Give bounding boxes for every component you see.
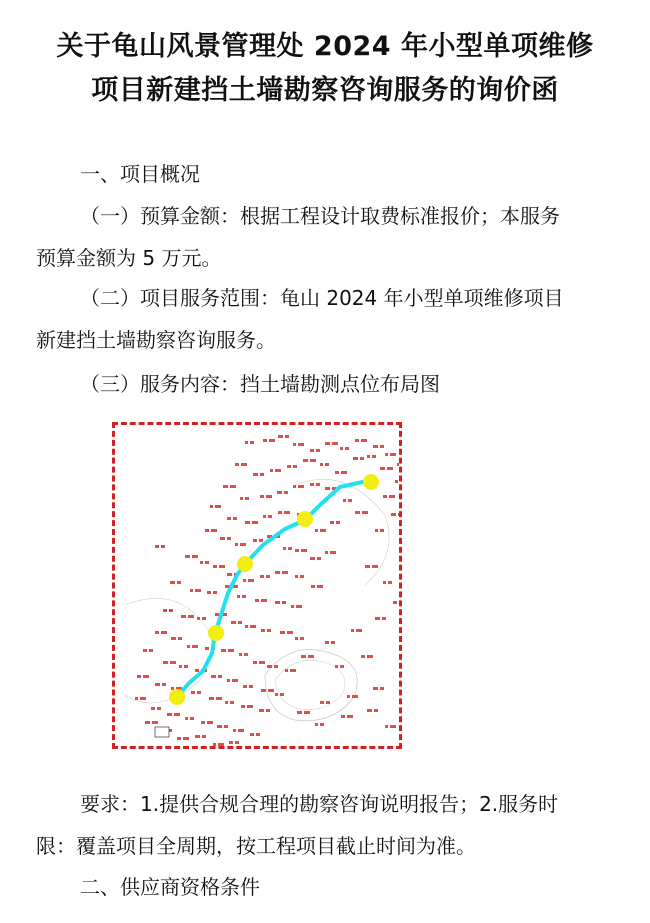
map-label-mark bbox=[391, 513, 399, 516]
map-label-mark bbox=[367, 709, 378, 712]
map-label-mark bbox=[239, 653, 248, 656]
survey-point bbox=[208, 625, 224, 641]
map-label-mark bbox=[275, 571, 288, 574]
map-label-mark bbox=[353, 457, 364, 460]
map-label-mark bbox=[201, 721, 213, 724]
map-label-mark bbox=[315, 529, 326, 532]
map-label-mark bbox=[351, 629, 362, 632]
map-label-mark bbox=[217, 725, 228, 728]
requirement-line-1: 要求：1.提供合规合理的勘察咨询说明报告；2.服务时 bbox=[80, 792, 559, 816]
map-label-mark bbox=[191, 691, 201, 694]
map-label-mark bbox=[241, 705, 253, 708]
survey-point bbox=[363, 474, 379, 490]
map-label-mark bbox=[205, 529, 217, 532]
map-label-mark bbox=[253, 661, 265, 664]
map-label-mark bbox=[320, 701, 330, 704]
map-label-mark bbox=[287, 465, 297, 468]
map-label-mark bbox=[383, 495, 395, 498]
map-label-mark bbox=[297, 711, 310, 714]
contour-line bbox=[125, 598, 213, 703]
map-label-mark bbox=[335, 471, 347, 474]
map-label-mark bbox=[261, 689, 274, 692]
map-label-mark bbox=[263, 439, 275, 442]
map-label-mark bbox=[261, 629, 271, 632]
map-label-mark bbox=[170, 581, 181, 584]
map-label-mark bbox=[310, 557, 321, 560]
map-label-mark bbox=[235, 543, 246, 546]
map-label-mark bbox=[145, 721, 158, 724]
map-label-mark bbox=[155, 631, 167, 634]
map-label-mark bbox=[295, 549, 307, 552]
survey-point bbox=[237, 556, 253, 572]
map-label-mark bbox=[263, 515, 272, 518]
map-label-mark bbox=[347, 695, 358, 698]
map-label-mark bbox=[155, 545, 165, 548]
map-label-mark bbox=[303, 459, 316, 462]
map-label-mark bbox=[343, 499, 352, 502]
map-label-mark bbox=[278, 511, 290, 514]
marker-box bbox=[155, 727, 169, 737]
survey-point bbox=[297, 511, 313, 527]
map-label-mark bbox=[163, 609, 173, 612]
map-label-mark bbox=[295, 575, 304, 578]
map-label-mark bbox=[227, 517, 237, 520]
map-label-mark bbox=[395, 480, 399, 483]
map-label-mark bbox=[385, 453, 396, 456]
map-label-mark bbox=[310, 483, 320, 486]
item-2-line-1: （二）项目服务范围：龟山 2024 年小型单项维修项目 bbox=[80, 286, 564, 310]
map-label-mark bbox=[237, 595, 246, 598]
map-label-mark bbox=[213, 565, 225, 568]
map-label-mark bbox=[373, 687, 384, 690]
map-label-mark bbox=[293, 485, 304, 488]
map-label-mark bbox=[151, 707, 161, 710]
map-label-mark bbox=[185, 717, 194, 720]
contour-line bbox=[275, 660, 345, 709]
map-label-mark bbox=[365, 565, 378, 568]
map-label-mark bbox=[227, 679, 238, 682]
map-label-mark bbox=[310, 449, 320, 452]
map-label-mark bbox=[270, 469, 281, 472]
map-label-mark bbox=[240, 497, 249, 500]
map-label-mark bbox=[233, 729, 244, 732]
map-label-mark bbox=[195, 735, 206, 738]
map-label-mark bbox=[325, 551, 336, 554]
map-label-mark bbox=[177, 737, 189, 740]
map-label-mark bbox=[278, 435, 289, 438]
map-label-mark bbox=[185, 555, 198, 558]
map-label-mark bbox=[341, 715, 353, 718]
document-title-line-1: 关于龟山风景管理处 2024 年小型单项维修 bbox=[56, 31, 594, 62]
map-label-mark bbox=[259, 709, 270, 712]
map-label-mark bbox=[167, 713, 180, 716]
map-label-mark bbox=[385, 725, 396, 728]
map-label-mark bbox=[355, 511, 368, 514]
map-label-mark bbox=[135, 697, 146, 700]
map-label-mark bbox=[295, 637, 304, 640]
map-label-mark bbox=[293, 443, 304, 446]
map-label-mark bbox=[211, 675, 222, 678]
map-label-mark bbox=[207, 591, 217, 594]
map-label-mark bbox=[187, 645, 198, 648]
section-1-heading: 一、项目概况 bbox=[80, 162, 200, 186]
map-label-mark bbox=[225, 701, 234, 704]
map-label-mark bbox=[229, 741, 239, 744]
map-label-mark bbox=[220, 537, 231, 540]
map-label-mark bbox=[243, 685, 253, 688]
map-label-mark bbox=[383, 581, 392, 584]
map-label-mark bbox=[361, 655, 373, 658]
map-label-mark bbox=[197, 617, 206, 620]
map-label-mark bbox=[340, 447, 349, 450]
map-marker-box bbox=[155, 727, 169, 737]
map-label-mark bbox=[283, 547, 292, 550]
map-label-mark bbox=[181, 615, 194, 618]
requirement-line-2: 限：覆盖项目全周期，按工程项目截止时间为准。 bbox=[36, 834, 476, 858]
map-label-mark bbox=[171, 637, 182, 640]
map-label-mark bbox=[325, 442, 338, 445]
map-label-mark bbox=[260, 575, 270, 578]
map-label-mark bbox=[243, 579, 254, 582]
map-label-mark bbox=[380, 467, 393, 470]
contour-line bbox=[295, 479, 389, 585]
map-label-mark bbox=[255, 599, 267, 602]
map-label-mark bbox=[301, 655, 314, 658]
map-label-mark bbox=[275, 601, 286, 604]
map-label-mark bbox=[367, 455, 376, 458]
map-canvas bbox=[115, 425, 399, 746]
map-label-mark bbox=[200, 561, 209, 564]
map-label-mark bbox=[291, 605, 302, 608]
map-label-mark bbox=[221, 649, 234, 652]
map-label-mark bbox=[393, 601, 399, 604]
map-label-mark bbox=[250, 733, 260, 736]
map-label-mark bbox=[277, 491, 288, 494]
map-label-mark bbox=[163, 661, 176, 664]
item-1-line-2: 预算金额为 5 万元。 bbox=[36, 246, 222, 270]
map-label-mark bbox=[325, 641, 335, 644]
map-label-mark bbox=[209, 697, 222, 700]
map-label-mark bbox=[179, 665, 188, 668]
map-label-mark bbox=[190, 589, 201, 592]
map-label-mark bbox=[375, 529, 384, 532]
retaining-wall-route bbox=[177, 481, 367, 697]
map-label-mark bbox=[155, 683, 166, 686]
map-label-mark bbox=[235, 463, 247, 466]
map-label-mark bbox=[245, 625, 256, 628]
map-label-mark bbox=[210, 505, 221, 508]
map-label-mark bbox=[355, 439, 367, 442]
map-label-mark bbox=[143, 649, 153, 652]
item-3-line-1: （三）服务内容：挡土墙勘测点位布局图 bbox=[80, 372, 440, 396]
map-label-mark bbox=[231, 621, 242, 624]
map-label-mark bbox=[260, 495, 272, 498]
map-label-mark bbox=[280, 631, 293, 634]
map-label-mark bbox=[213, 743, 224, 746]
map-label-mark bbox=[311, 585, 323, 588]
item-1-line-1: （一）预算金额：根据工程设计取费标准报价；本服务 bbox=[80, 204, 560, 228]
map-label-mark bbox=[330, 521, 340, 524]
map-label-mark bbox=[137, 675, 149, 678]
map-label-mark bbox=[373, 445, 384, 448]
map-label-mark bbox=[245, 441, 254, 444]
map-label-mark bbox=[315, 723, 324, 726]
map-label-mark bbox=[397, 463, 399, 466]
map-label-mark bbox=[320, 463, 329, 466]
document-title-line-2: 项目新建挡土墙勘察咨询服务的询价函 bbox=[91, 75, 559, 106]
map-label-mark bbox=[375, 617, 386, 620]
survey-point-layout-map bbox=[112, 422, 402, 749]
survey-point bbox=[169, 689, 185, 705]
map-label-mark bbox=[285, 669, 296, 672]
map-label-mark bbox=[223, 485, 236, 488]
map-label-mark bbox=[245, 521, 258, 524]
map-label-mark bbox=[253, 473, 264, 476]
map-label-mark bbox=[253, 539, 263, 542]
item-2-line-2: 新建挡土墙勘察咨询服务。 bbox=[36, 328, 276, 352]
section-2-heading: 二、供应商资格条件 bbox=[80, 875, 260, 899]
map-label-mark bbox=[335, 665, 344, 668]
